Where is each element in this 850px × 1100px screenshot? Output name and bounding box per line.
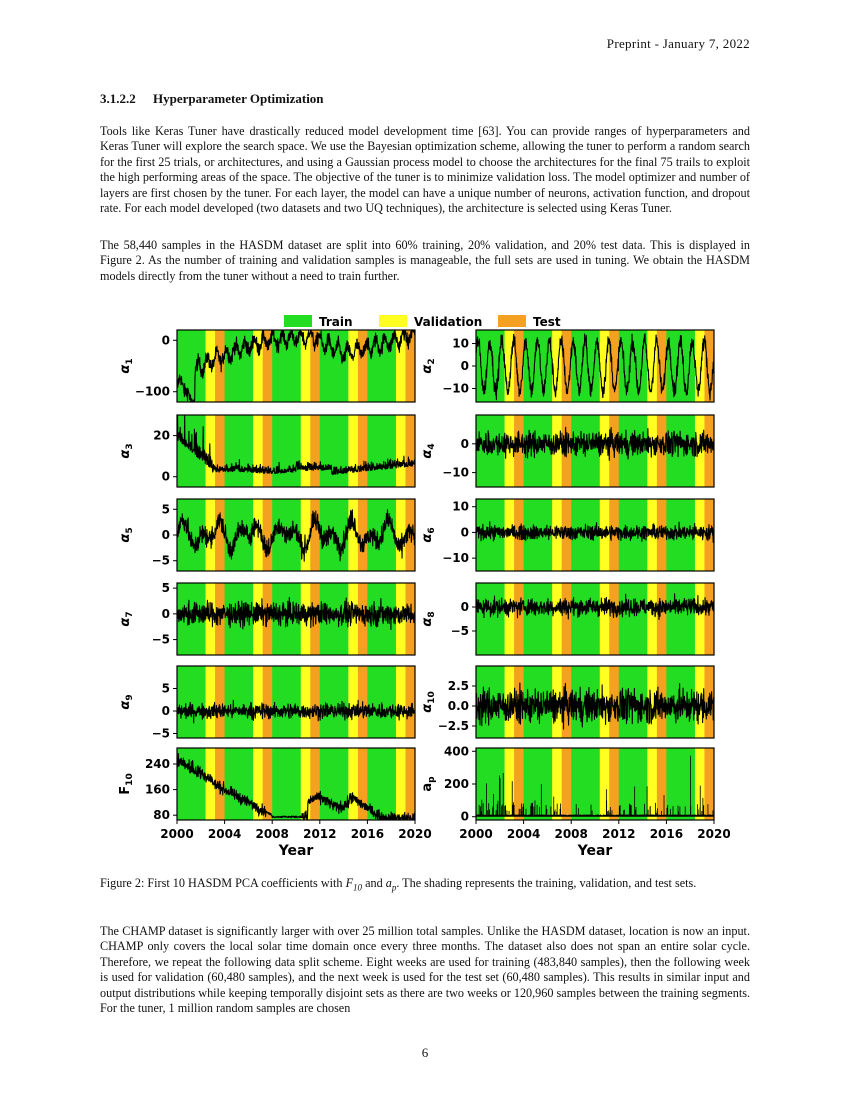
shade-band-train — [272, 666, 282, 738]
shade-band-train — [619, 583, 629, 655]
x-tick-label: 2008 — [554, 827, 588, 841]
y-tick-label: 240 — [144, 757, 170, 771]
shade-band-train — [476, 748, 486, 820]
shade-band-train — [234, 666, 244, 738]
y-tick-label: −10 — [442, 465, 469, 480]
y-axis-label-α7 — [118, 611, 135, 626]
y-axis-label-subscript: 5 — [125, 527, 135, 534]
x-tick-label: 2000 — [459, 827, 493, 841]
panel-α7 — [118, 581, 425, 655]
panel-F10 — [118, 748, 432, 859]
y-axis-label-base: α — [118, 533, 133, 543]
shade-band-test — [263, 415, 273, 487]
shade-band-train — [415, 666, 425, 738]
shade-band-validation — [253, 415, 263, 487]
shade-band-test — [263, 666, 273, 738]
x-tick-label: 2004 — [207, 827, 242, 841]
shade-band-train — [187, 748, 197, 820]
caption-suffix: . The shading represents the training, validation, and test sets. — [396, 876, 697, 890]
shade-band-train — [543, 748, 553, 820]
shade-band-train — [590, 748, 600, 820]
y-axis-label-base: α — [118, 617, 133, 627]
y-axis-label-base: α — [118, 364, 133, 374]
shade-band-test — [657, 583, 667, 655]
shade-band-train — [177, 415, 187, 487]
shade-band-train — [329, 415, 339, 487]
paragraph-champ: The CHAMP dataset is significantly larger with over 25 million total samples. Unlike the HASDM dataset, location is now an input. CHAMP only covers the local solar time domain once every three months. The dataset also does not span an entire solar cycle. Therefore, we repeat the following data split scheme. Eight weeks are used for training (483,840 samples), then the following week is used for validation (60,480 samples), and the next week is used for the test set (60,480 samples). This results in similar input and output distributions while keeping temporally disjoint sets as there are two weeks or 120,960 samples between the training segments. For the tuner, 1 million random samples are chosen — [100, 924, 750, 1016]
shade-band-train — [714, 330, 724, 402]
y-tick-label: −5 — [151, 553, 170, 568]
y-axis-label-α8 — [420, 611, 437, 626]
y-axis-label-ap — [420, 776, 437, 792]
shade-band-validation — [396, 748, 406, 820]
y-tick-label: 80 — [153, 808, 170, 823]
panel-α10 — [420, 666, 724, 738]
y-axis-label-base: α — [420, 449, 435, 459]
y-axis-label-subscript: 9 — [125, 694, 135, 701]
y-tick-label: 10 — [452, 336, 469, 351]
page-number: 6 — [421, 1045, 429, 1060]
y-axis-label-subscript: p — [427, 776, 437, 783]
shade-band-validation — [206, 415, 216, 487]
caption-prefix: Figure 2: First 10 HASDM PCA coefficients with — [100, 876, 346, 890]
legend-label-train: Train — [319, 315, 353, 329]
shade-band-train — [196, 666, 206, 738]
shade-band-test — [704, 583, 714, 655]
shade-band-train — [225, 330, 235, 402]
shade-band-train — [676, 748, 686, 820]
y-axis-label-subscript: 4 — [427, 443, 437, 450]
x-axis-label: Year — [577, 843, 613, 859]
shade-band-train — [533, 583, 543, 655]
shade-band-train — [543, 583, 553, 655]
section-title: Hyperparameter Optimization — [153, 91, 324, 106]
shade-band-test — [657, 748, 667, 820]
panel-α6 — [420, 499, 724, 571]
shade-band-validation — [301, 666, 311, 738]
shade-band-train — [320, 666, 330, 738]
y-axis-label-base: a — [420, 782, 435, 792]
y-axis-label-α1 — [118, 358, 135, 373]
shade-band-train — [282, 330, 292, 402]
y-tick-label: 400 — [443, 744, 469, 759]
y-axis-label-subscript: 8 — [427, 611, 437, 618]
y-axis-label-base: α — [420, 364, 435, 374]
y-axis-label-base: α — [420, 617, 435, 627]
shade-band-train — [377, 666, 387, 738]
shade-band-train — [486, 748, 496, 820]
section-heading — [100, 91, 324, 107]
shade-band-train — [177, 666, 187, 738]
shade-band-test — [609, 748, 619, 820]
shade-band-train — [571, 583, 581, 655]
y-tick-label: −5 — [450, 624, 469, 638]
pca-coefficient-chart — [100, 308, 730, 863]
panel-ap — [420, 744, 730, 859]
shade-band-test — [215, 666, 225, 738]
x-tick-label: 2000 — [160, 827, 194, 841]
shade-band-test — [215, 330, 225, 402]
shade-band-test — [514, 583, 524, 655]
shade-band-train — [367, 415, 377, 487]
y-axis-label-base: α — [420, 703, 435, 713]
y-tick-label: 0.0 — [447, 699, 469, 713]
y-tick-label: 0 — [460, 359, 469, 373]
shade-band-train — [329, 748, 339, 820]
x-tick-label: 2016 — [350, 827, 385, 841]
panel-α5 — [118, 499, 425, 571]
shade-band-test — [405, 666, 415, 738]
shade-band-train — [187, 666, 197, 738]
shade-band-validation — [396, 415, 406, 487]
y-tick-label: 0 — [460, 436, 469, 451]
y-axis-label-base: F — [118, 785, 133, 795]
shade-band-train — [282, 748, 292, 820]
shade-band-test — [405, 415, 415, 487]
shade-band-train — [628, 583, 638, 655]
shade-band-train — [339, 666, 349, 738]
shade-band-validation — [206, 666, 216, 738]
y-axis-label-α9 — [118, 694, 135, 709]
shade-band-train — [676, 583, 686, 655]
shade-band-validation — [695, 583, 705, 655]
shade-band-train — [590, 583, 600, 655]
shade-band-train — [524, 583, 534, 655]
shade-band-validation — [552, 583, 562, 655]
y-axis-label-subscript: 10 — [427, 691, 437, 704]
y-tick-label: 0 — [161, 704, 170, 718]
y-axis-label-subscript: 1 — [125, 358, 135, 365]
shade-band-validation — [348, 415, 358, 487]
shade-band-train — [320, 415, 330, 487]
shade-band-train — [386, 748, 396, 820]
y-axis-label-subscript: 2 — [427, 358, 437, 365]
y-tick-label: 2.5 — [447, 679, 469, 693]
shade-band-train — [272, 415, 282, 487]
caption-mid: and — [362, 876, 386, 890]
paragraph-hasdm-split: The 58,440 samples in the HASDM dataset are split into 60% training, 20% validation, and 20% test data. This is displayed in Figure 2. As the number of training and validation samples is manageable, the full sets are used in tuning. We obtain the HASDM models directly from the tuner without a need to train further. — [100, 238, 750, 283]
y-tick-label: 0 — [161, 469, 170, 484]
x-tick-label: 2016 — [649, 827, 684, 841]
x-tick-label: 2012 — [303, 827, 337, 841]
shade-band-train — [581, 583, 591, 655]
y-tick-label: 0 — [460, 809, 469, 824]
y-axis-label-α4 — [420, 443, 437, 458]
figure-2 — [100, 308, 730, 868]
shade-band-test — [609, 583, 619, 655]
legend-swatch-test — [498, 315, 526, 327]
shade-band-train — [225, 415, 235, 487]
y-tick-label: −10 — [442, 381, 469, 396]
shade-band-train — [714, 666, 724, 738]
y-axis-label-subscript: 7 — [125, 611, 135, 618]
y-axis-label-α6 — [420, 527, 437, 542]
shade-band-validation — [647, 748, 657, 820]
shade-band-test — [215, 415, 225, 487]
x-tick-label: 2004 — [506, 827, 541, 841]
shade-band-train — [339, 415, 349, 487]
y-tick-label: 20 — [153, 428, 170, 443]
shade-band-train — [581, 748, 591, 820]
shade-band-train — [282, 415, 292, 487]
shade-band-train — [476, 583, 486, 655]
shade-band-train — [714, 583, 724, 655]
shade-band-train — [714, 415, 724, 487]
caption-ap: $a_p$ — [385, 876, 397, 893]
shade-band-validation — [396, 499, 406, 571]
y-tick-label: 0 — [161, 528, 170, 542]
y-tick-label: −5 — [151, 726, 170, 741]
shade-band-train — [272, 748, 282, 820]
shade-band-train — [714, 748, 724, 820]
paragraph-tuner: Tools like Keras Tuner have drastically reduced model development time [63]. You can provide ranges of hyperparameters and Keras Tuner will explore the search space. We use the Bayesian optimization scheme, allowing the tuner to perform a random search for the first 25 trials, or architectures, and using a Gaussian process model to choose the architectures for the final 75 trails to exploit the high performing areas of the space. The objective of the tuner is to minimize validation loss. The model optimizer and number of layers are first chosen by the tuner. For each layer, the model can have a unique number of neurons, activation function, and dropout rate. For each model developed (two datasets and two UQ techniques), the architecture is selected using Keras Tuner. — [100, 124, 750, 216]
shade-band-train — [714, 499, 724, 571]
legend-swatch-validation — [379, 315, 407, 327]
y-tick-label: −10 — [442, 551, 469, 566]
caption-f10: $F_{10}$ — [345, 876, 363, 893]
shade-band-validation — [396, 666, 406, 738]
x-tick-label: 2008 — [255, 827, 289, 841]
shade-band-test — [310, 415, 320, 487]
y-axis-label-α3 — [118, 443, 135, 458]
y-tick-label: 0 — [161, 333, 170, 348]
y-axis-label-base: α — [118, 449, 133, 459]
y-axis-label-base: α — [420, 533, 435, 543]
shade-band-train — [234, 330, 244, 402]
shade-band-train — [234, 748, 244, 820]
y-axis-label-α10 — [420, 691, 437, 712]
y-axis-label-subscript: 10 — [125, 773, 135, 786]
y-tick-label: 0 — [460, 525, 469, 540]
shade-band-train — [282, 666, 292, 738]
shade-band-train — [244, 666, 254, 738]
legend-swatch-train — [284, 315, 312, 327]
panel-α3 — [118, 415, 425, 487]
shade-band-train — [244, 415, 254, 487]
section-number: 3.1.2.2 — [100, 91, 136, 106]
shade-band-train — [234, 415, 244, 487]
y-tick-label: 5 — [161, 681, 170, 696]
x-tick-label: 2020 — [398, 827, 432, 841]
shade-band-validation — [348, 666, 358, 738]
x-tick-label: 2020 — [697, 827, 730, 841]
panel-α4 — [420, 415, 724, 487]
shade-band-train — [685, 583, 695, 655]
shade-band-train — [386, 666, 396, 738]
running-header: Preprint - January 7, 2022 — [606, 36, 750, 51]
shade-band-test — [310, 666, 320, 738]
shade-band-test — [405, 748, 415, 820]
shade-band-test — [562, 748, 572, 820]
panel-α2 — [420, 330, 724, 402]
shade-band-test — [310, 499, 320, 571]
shade-band-validation — [647, 583, 657, 655]
shade-band-train — [196, 748, 206, 820]
shade-band-train — [291, 666, 301, 738]
y-axis-label-F10 — [118, 773, 135, 794]
y-tick-label: 160 — [144, 782, 170, 797]
shade-band-train — [377, 748, 387, 820]
shade-band-test — [704, 748, 714, 820]
shade-band-train — [329, 666, 339, 738]
shade-band-validation — [301, 748, 311, 820]
shade-band-validation — [253, 666, 263, 738]
figure-caption — [100, 876, 750, 896]
y-tick-label: −5 — [151, 632, 170, 647]
y-axis-label-α2 — [420, 358, 437, 373]
legend-label-test: Test — [533, 315, 561, 329]
y-tick-label: 0 — [460, 600, 469, 614]
y-axis-label-subscript: 3 — [125, 443, 135, 450]
y-axis-label-subscript: 6 — [427, 527, 437, 534]
shade-band-test — [358, 415, 368, 487]
shade-band-train — [291, 415, 301, 487]
shade-band-validation — [600, 583, 610, 655]
shade-band-test — [562, 583, 572, 655]
shade-band-validation — [600, 748, 610, 820]
shade-band-train — [377, 415, 387, 487]
x-tick-label: 2012 — [602, 827, 636, 841]
shade-band-test — [310, 748, 320, 820]
y-tick-label: −2.5 — [437, 719, 469, 733]
panel-α1 — [118, 330, 425, 402]
shade-band-validation — [301, 415, 311, 487]
panel-α9 — [118, 666, 425, 741]
y-tick-label: 10 — [452, 499, 469, 514]
y-tick-label: 0 — [161, 606, 170, 621]
shade-band-train — [638, 583, 648, 655]
shade-band-validation — [348, 748, 358, 820]
panel-α8 — [420, 583, 724, 655]
y-axis-label-base: α — [118, 700, 133, 710]
y-tick-label: 200 — [443, 777, 469, 791]
y-tick-label: −100 — [134, 384, 170, 399]
shade-band-train — [638, 748, 648, 820]
shade-band-train — [320, 748, 330, 820]
legend-label-validation: Validation — [414, 315, 483, 329]
shade-band-train — [225, 748, 235, 820]
shade-band-validation — [505, 583, 515, 655]
y-tick-label: 5 — [161, 581, 170, 596]
shade-band-train — [486, 583, 496, 655]
shade-band-train — [386, 415, 396, 487]
y-tick-label: 5 — [161, 502, 170, 517]
shade-band-train — [495, 583, 505, 655]
shade-band-train — [291, 748, 301, 820]
shade-band-train — [367, 666, 377, 738]
y-axis-label-α5 — [118, 527, 135, 542]
x-axis-label: Year — [278, 843, 314, 859]
